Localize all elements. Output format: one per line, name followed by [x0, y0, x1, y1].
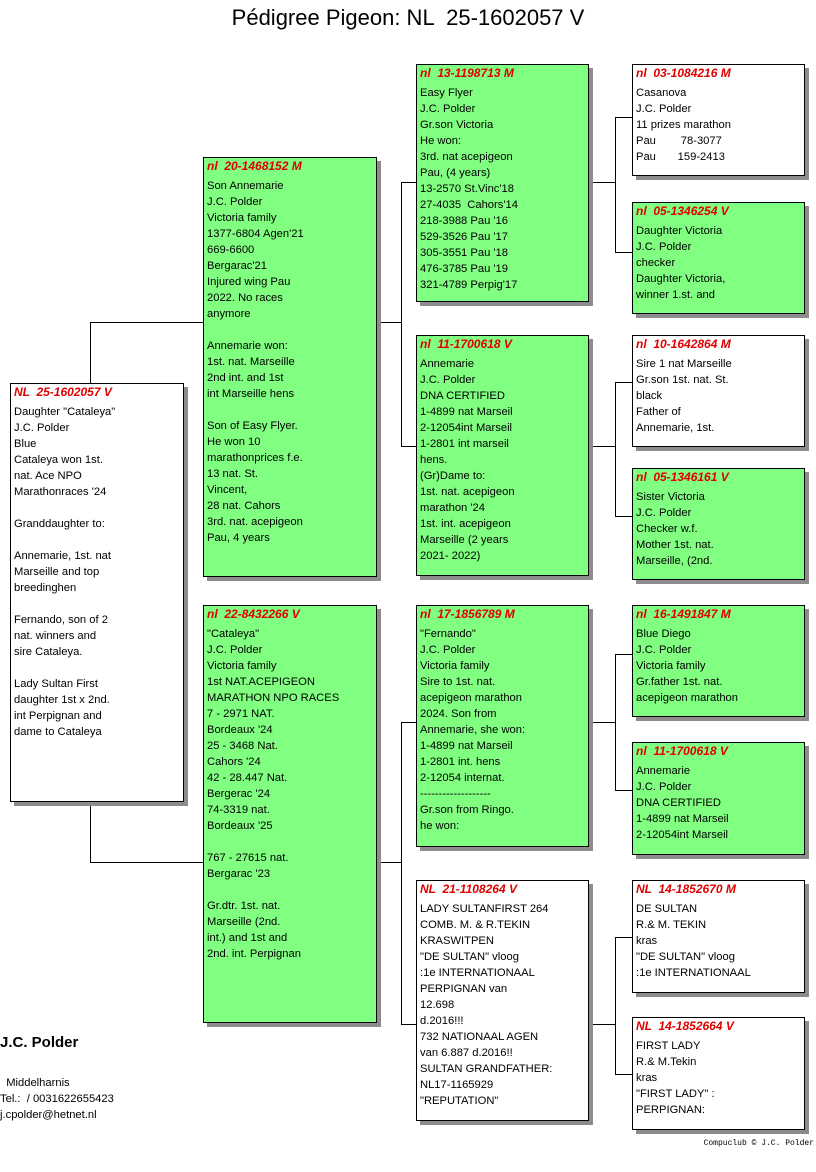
pigeon-info-line: hens.: [420, 454, 448, 466]
pigeon-info-line: 2-12054int Marseil: [636, 829, 729, 841]
pigeon-info-line: 2-12054 internat.: [420, 772, 505, 784]
connector-line: [401, 182, 417, 183]
pigeon-info-line: Father of: [636, 406, 681, 418]
pigeon-info-line: Gr.dtr. 1st. nat.: [207, 900, 281, 912]
pigeon-info-line: J.C. Polder: [636, 644, 692, 656]
connector-line: [401, 722, 417, 723]
pigeon-info-line: 1-4899 nat Marseil: [636, 813, 729, 825]
pigeon-info-line: daughter 1st x 2nd.: [14, 694, 110, 706]
pigeon-info-line: "Cataleya": [207, 628, 260, 640]
pigeon-info-line: 1st. nat. Marseille: [207, 356, 295, 368]
pigeon-info-line: Victoria family: [207, 212, 277, 224]
pigeon-info-line: Casanova: [636, 87, 687, 99]
pigeon-info-line: nat. Ace NPO: [14, 470, 82, 482]
pigeon-info-line: [207, 882, 373, 898]
pigeon-info-line: J.C. Polder: [420, 103, 476, 115]
ring-number: nl 10-1642864 M: [636, 337, 731, 351]
pigeon-info-line: J.C. Polder: [420, 644, 476, 656]
connector-line: [401, 446, 417, 447]
pigeon-info-line: Marseille (2 years: [420, 534, 509, 546]
pigeon-info-line: KRASWITPEN: [420, 935, 494, 947]
ring-number: nl 22-8432266 V: [207, 607, 300, 621]
pigeon-info-line: Daughter Victoria: [636, 225, 723, 237]
dam-dam-sire-card: [632, 880, 805, 993]
pigeon-info-line: 2021- 2022): [420, 550, 481, 562]
pigeon-info-line: "DE SULTAN" vloog: [636, 951, 735, 963]
ring-number: nl 11-1700618 V: [636, 744, 728, 758]
pigeon-info-line: Gr.son 1st. nat. St.: [636, 374, 729, 386]
pigeon-info-line: 1st. int. acepigeon: [420, 518, 511, 530]
dam-sire-card: [416, 605, 589, 847]
connector-line: [615, 790, 632, 791]
pigeon-info-line: Sire 1 nat Marseille: [636, 358, 732, 370]
owner-phone: Tel.: / 0031622655423: [0, 1093, 114, 1105]
dam-sire-dam-card: [632, 742, 805, 855]
pigeon-info-line: [14, 596, 180, 612]
connector-line: [376, 322, 402, 323]
pigeon-info-line: kras: [636, 1072, 658, 1084]
pigeon-info-line: Bordeaux '25: [207, 820, 273, 832]
pigeon-info-line: 321-4789 Perpig'17: [420, 279, 518, 291]
pigeon-info-line: PERPIGNAN van: [420, 983, 508, 995]
pigeon-info-line: 12.698: [420, 999, 455, 1011]
pigeon-info-line: (Gr)Dame to:: [420, 470, 486, 482]
pigeon-info-line: Easy Flyer: [420, 87, 473, 99]
pigeon-info-line: he won:: [420, 820, 460, 832]
ring-number: NL 21-1108264 V: [420, 882, 517, 896]
pigeon-info-line: Vincent,: [207, 484, 248, 496]
pigeon-info-line: 2024. Son from: [420, 708, 497, 720]
pigeon-info-line: Bergarac '23: [207, 868, 271, 880]
pedigree-title: Pédigree Pigeon: NL 25-1602057 V: [231, 5, 585, 30]
ring-number: nl 17-1856789 M: [420, 607, 515, 621]
pigeon-info-line: Marseille and top: [14, 566, 100, 578]
dam-sire-sire-card: [632, 605, 805, 717]
pigeon-info-line: van 6.887 d.2016!!: [420, 1047, 513, 1059]
ring-number: nl 05-1346254 V: [636, 204, 729, 218]
pigeon-info-line: Victoria family: [636, 660, 706, 672]
pigeon-info-line: Victoria family: [207, 660, 277, 672]
pigeon-info-line: Pau, (4 years): [420, 167, 491, 179]
pigeon-info-line: Injured wing Pau: [207, 276, 291, 288]
pigeon-info-line: 25 - 3468 Nat.: [207, 740, 278, 752]
ring-number: NL 14-1852670 M: [636, 882, 736, 896]
pigeon-info-line: [14, 532, 180, 548]
pigeon-info-line: 28 nat. Cahors: [207, 500, 281, 512]
pigeon-info-line: Marathonraces '24: [14, 486, 107, 498]
connector-line: [615, 937, 616, 1075]
pigeon-info-line: J.C. Polder: [636, 241, 692, 253]
pigeon-info-line: 3rd. nat. acepigeon: [207, 516, 303, 528]
ring-number: NL 25-1602057 V: [14, 385, 112, 399]
pigeon-info-line: Pau, 4 years: [207, 532, 270, 544]
pigeon-info-line: int.) and 1st and: [207, 932, 288, 944]
pigeon-info-line: Marseille (2nd.: [207, 916, 281, 928]
pigeon-info-line: Gr.father 1st. nat.: [636, 676, 723, 688]
connector-line: [615, 252, 632, 253]
pigeon-info-line: Bergarac'21: [207, 260, 267, 272]
owner-name: J.C. Polder: [0, 1034, 79, 1051]
pigeon-info-line: 218-3988 Pau '16: [420, 215, 508, 227]
pigeon-info-line: 13-2570 St.Vinc'18: [420, 183, 514, 195]
pigeon-info-line: Gr.son Victoria: [420, 119, 494, 131]
pigeon-info-line: Daughter "Cataleya": [14, 406, 116, 418]
pigeon-info-line: kras: [636, 935, 658, 947]
connector-line: [376, 862, 402, 863]
pigeon-info-line: Annemarie: [420, 358, 475, 370]
dam-card: [203, 605, 377, 1023]
pigeon-info-line: Gr.son from Ringo.: [420, 804, 514, 816]
ring-number: nl 16-1491847 M: [636, 607, 731, 621]
pigeon-info-line: 767 - 27615 nat.: [207, 852, 289, 864]
owner-email: j.cpolder@hetnet.nl: [0, 1109, 97, 1121]
pigeon-info-line: DNA CERTIFIED: [420, 390, 505, 402]
pigeon-info-line: Blue: [14, 438, 37, 450]
pigeon-info-line: 1-4899 nat Marseil: [420, 406, 513, 418]
connector-line: [615, 1074, 632, 1075]
connector-line: [90, 322, 204, 323]
connector-line: [615, 117, 632, 118]
subject-pigeon-card: [10, 383, 184, 802]
sire-card: [203, 157, 377, 577]
pigeon-info-line: J.C. Polder: [420, 374, 476, 386]
sire-dam-sire-card: [632, 335, 805, 447]
pigeon-info-line: J.C. Polder: [207, 196, 263, 208]
pigeon-info-line: int Perpignan and: [14, 710, 102, 722]
pigeon-info-line: 27-4035 Cahors'14: [420, 199, 518, 211]
pigeon-info-line: -------------------: [420, 788, 491, 800]
pigeon-info-line: marathon '24: [420, 502, 485, 514]
pigeon-info-line: 1st NAT.ACEPIGEON: [207, 676, 315, 688]
connector-line: [588, 1024, 616, 1025]
pigeon-info-line: LADY SULTANFIRST 264: [420, 903, 549, 915]
connector-line: [90, 322, 91, 383]
pigeon-info-line: sire Cataleya.: [14, 646, 83, 658]
sire-dam-dam-card: [632, 468, 805, 580]
pigeon-info-line: Lady Sultan First: [14, 678, 98, 690]
pigeon-info-line: checker: [636, 257, 676, 269]
pigeon-info-line: 2nd int. and 1st: [207, 372, 284, 384]
connector-line: [615, 516, 632, 517]
connector-line: [615, 382, 632, 383]
connector-line: [615, 654, 616, 791]
pigeon-info-line: marathonprices f.e.: [207, 452, 303, 464]
pigeon-info-line: 1st. nat. acepigeon: [420, 486, 515, 498]
pigeon-info-line: winner 1.st. and: [636, 289, 715, 301]
pigeon-info-line: Son Annemarie: [207, 180, 284, 192]
pigeon-info-line: J.C. Polder: [636, 781, 692, 793]
ring-number: nl 11-1700618 V: [420, 337, 512, 351]
connector-line: [588, 446, 616, 447]
sire-sire-dam-card: [632, 202, 805, 314]
pigeon-info-line: Pau 159-2413: [636, 151, 725, 163]
pigeon-info-line: 732 NATIONAAL AGEN: [420, 1031, 539, 1043]
pigeon-info-line: PERPIGNAN:: [636, 1104, 706, 1116]
connector-line: [588, 722, 616, 723]
connector-line: [90, 806, 91, 863]
pigeon-info-line: 3rd. nat acepigeon: [420, 151, 513, 163]
pigeon-info-line: R.& M. TEKIN: [636, 919, 707, 931]
pigeon-info-line: Annemarie, 1st. nat: [14, 550, 112, 562]
pigeon-info-line: 74-3319 nat.: [207, 804, 270, 816]
pigeon-info-line: int Marseille hens: [207, 388, 295, 400]
pigeon-info-line: MARATHON NPO RACES: [207, 692, 340, 704]
pigeon-info-line: 42 - 28.447 Nat.: [207, 772, 288, 784]
pigeon-info-line: Sire to 1st. nat.: [420, 676, 496, 688]
pigeon-info-line: Cahors '24: [207, 756, 261, 768]
pigeon-info-line: "Fernando": [420, 628, 476, 640]
pigeon-info-line: 529-3526 Pau '17: [420, 231, 508, 243]
pigeon-info-line: Sister Victoria: [636, 491, 705, 503]
pigeon-info-line: Annemarie: [636, 765, 691, 777]
ring-number: NL 14-1852664 V: [636, 1019, 734, 1033]
pigeon-info-line: [14, 500, 180, 516]
pigeon-info-line: acepigeon marathon: [636, 692, 739, 704]
pigeon-info-line: nat. winners and: [14, 630, 97, 642]
pigeon-info-line: 7 - 2971 NAT.: [207, 708, 275, 720]
pigeon-info-line: Victoria family: [420, 660, 490, 672]
pigeon-info-line: Cataleya won 1st.: [14, 454, 103, 466]
pigeon-info-line: [207, 402, 373, 418]
pigeon-info-line: "FIRST LADY" :: [636, 1088, 715, 1100]
pigeon-info-line: 1377-6804 Agen'21: [207, 228, 304, 240]
pigeon-info-line: [14, 660, 180, 676]
dam-dam-dam-card: [632, 1017, 805, 1130]
connector-line: [615, 117, 616, 253]
pigeon-info-line: 1-2801 int marseil: [420, 438, 509, 450]
pigeon-info-line: DNA CERTIFIED: [636, 797, 721, 809]
pigeon-info-line: acepigeon marathon: [420, 692, 523, 704]
pigeon-info-line: black: [636, 390, 663, 402]
pigeon-info-line: 305-3551 Pau '18: [420, 247, 508, 259]
ring-number: nl 03-1084216 M: [636, 66, 731, 80]
connector-line: [615, 937, 632, 938]
ring-number: nl 20-1468152 M: [207, 159, 302, 173]
connector-line: [401, 1024, 417, 1025]
pigeon-info-line: J.C. Polder: [636, 103, 692, 115]
pigeon-info-line: Checker w.f.: [636, 523, 698, 535]
ring-number: nl 13-1198713 M: [420, 66, 514, 80]
pigeon-info-line: "DE SULTAN" vloog: [420, 951, 519, 963]
pigeon-info-line: "REPUTATION": [420, 1095, 499, 1107]
connector-line: [615, 654, 632, 655]
dam-dam-card: [416, 880, 589, 1121]
pigeon-info-line: J.C. Polder: [14, 422, 70, 434]
pigeon-info-line: 1-4899 nat Marseil: [420, 740, 513, 752]
pigeon-info-line: Fernando, son of 2: [14, 614, 108, 626]
pigeon-info-line: He won 10: [207, 436, 261, 448]
pigeon-info-line: 2-12054int Marseil: [420, 422, 513, 434]
pigeon-info-line: [207, 322, 373, 338]
connector-line: [615, 382, 616, 517]
pigeon-info-line: Mother 1st. nat.: [636, 539, 714, 551]
sire-sire-card: [416, 64, 589, 302]
pigeon-info-line: DE SULTAN: [636, 903, 698, 915]
pigeon-info-line: 1-2801 int. hens: [420, 756, 501, 768]
pigeon-info-line: Annemarie won:: [207, 340, 288, 352]
pigeon-info-line: :1e INTERNATIONAAL: [420, 967, 535, 979]
pigeon-info-line: J.C. Polder: [207, 644, 263, 656]
pigeon-info-line: J.C. Polder: [636, 507, 692, 519]
pigeon-info-line: breedinghen: [14, 582, 77, 594]
pigeon-info-line: Blue Diego: [636, 628, 691, 640]
pigeon-info-line: anymore: [207, 308, 251, 320]
pigeon-info-line: 2nd. int. Perpignan: [207, 948, 301, 960]
pigeon-info-line: FIRST LADY: [636, 1040, 701, 1052]
pigeon-info-line: 11 prizes marathon: [636, 119, 731, 131]
pigeon-info-line: 2022. No races: [207, 292, 283, 304]
pigeon-info-line: :1e INTERNATIONAAL: [636, 967, 751, 979]
connector-line: [588, 182, 616, 183]
pigeon-info-line: Annemarie, 1st.: [636, 422, 715, 434]
pigeon-info-line: Bergerac '24: [207, 788, 271, 800]
pigeon-info-line: Daughter Victoria,: [636, 273, 726, 285]
ring-number: nl 05-1346161 V: [636, 470, 729, 484]
pigeon-info-line: SULTAN GRANDFATHER:: [420, 1063, 553, 1075]
pigeon-info-line: Annemarie, she won:: [420, 724, 526, 736]
pigeon-info-line: 669-6600: [207, 244, 255, 256]
pigeon-info-line: [207, 834, 373, 850]
sire-sire-sire-card: [632, 64, 805, 176]
connector-line: [401, 722, 402, 1025]
pigeon-info-line: Son of Easy Flyer.: [207, 420, 298, 432]
pigeon-info-line: Bordeaux '24: [207, 724, 273, 736]
pigeon-info-line: Marseille, (2nd.: [636, 555, 713, 567]
owner-city: Middelharnis: [0, 1077, 70, 1089]
pigeon-info-line: Granddaughter to:: [14, 518, 105, 530]
pigeon-info-line: dame to Cataleya: [14, 726, 102, 738]
pigeon-info-line: He won:: [420, 135, 462, 147]
pigeon-info-line: NL17-1165929: [420, 1079, 494, 1091]
connector-line: [90, 862, 204, 863]
sire-dam-card: [416, 335, 589, 576]
pigeon-info-line: 476-3785 Pau '19: [420, 263, 508, 275]
pigeon-info-line: R.& M.Tekin: [636, 1056, 697, 1068]
pigeon-info-line: Pau 78-3077: [636, 135, 722, 147]
connector-line: [401, 182, 402, 447]
pigeon-info-line: COMB. M. & R.TEKIN: [420, 919, 531, 931]
pigeon-info-line: d.2016!!!: [420, 1015, 464, 1027]
footer-credit: Compuclub © J.C. Polder: [703, 1139, 814, 1148]
pigeon-info-line: 13 nat. St.: [207, 468, 258, 480]
